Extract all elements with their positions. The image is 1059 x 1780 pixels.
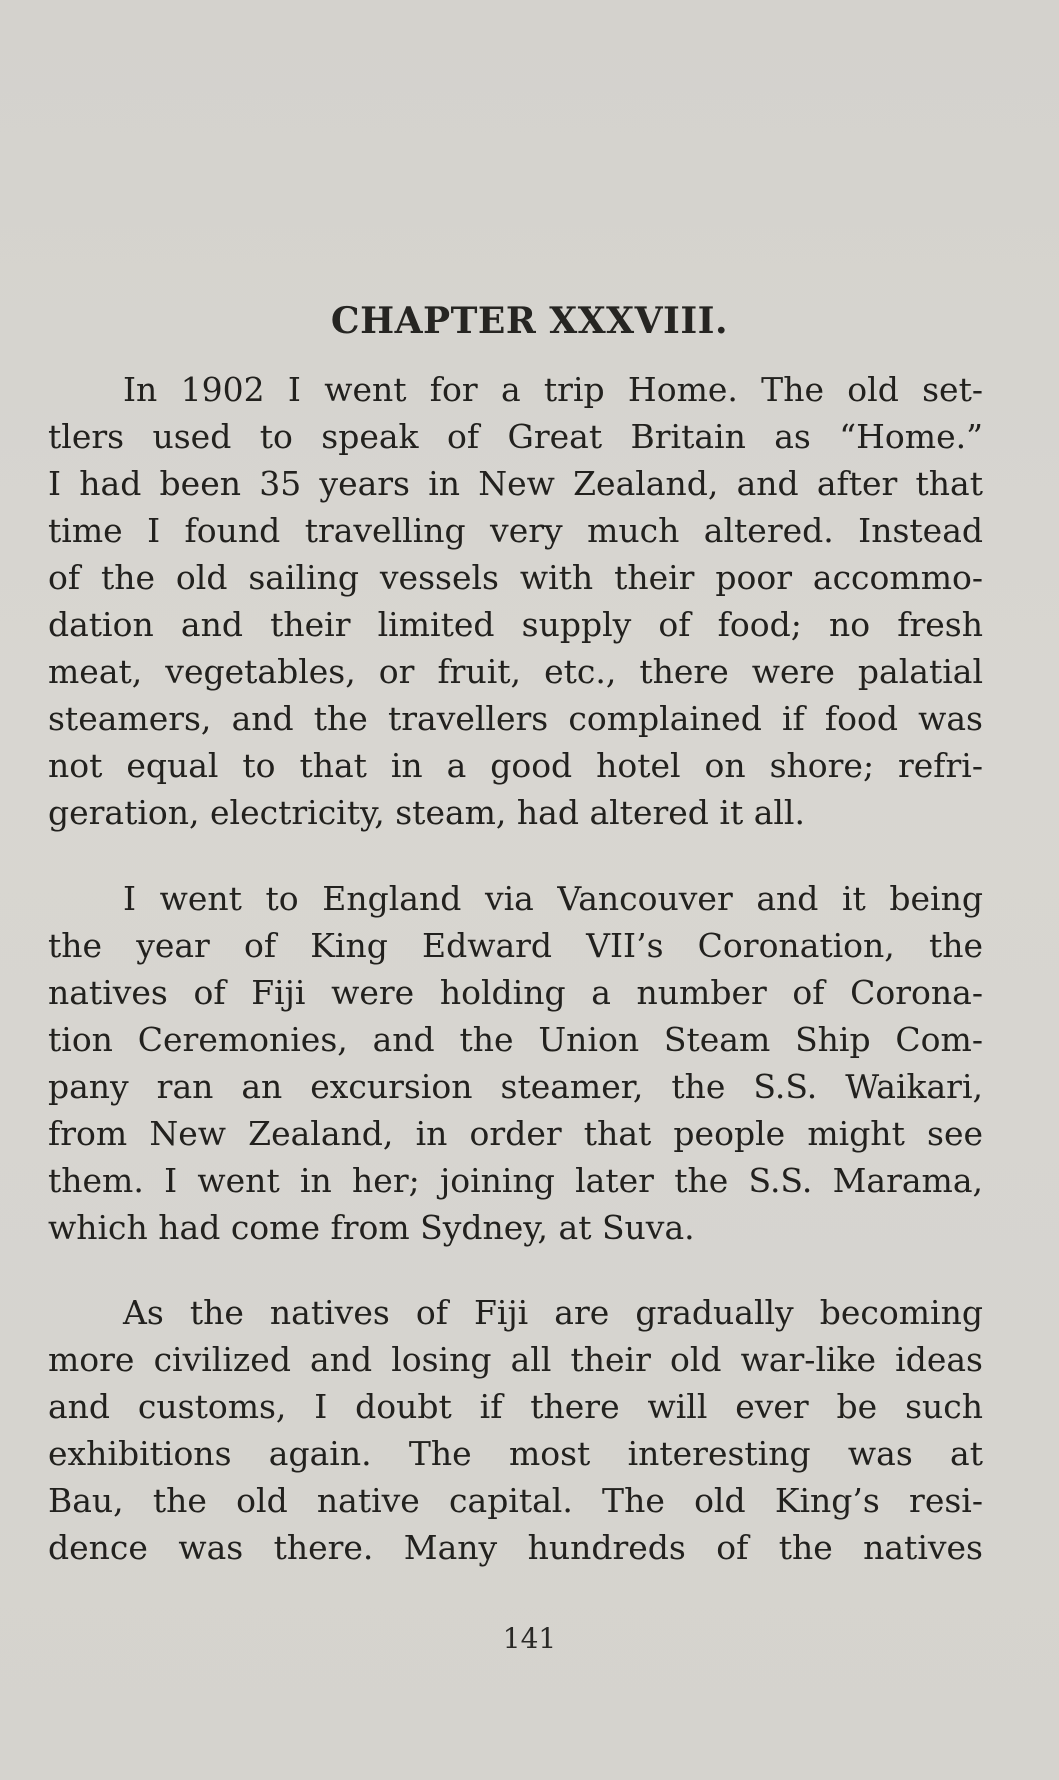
text-line: pany ran an excursion steamer, the S.S. Waikari, xyxy=(48,1067,983,1106)
text-line: them. I went in her; joining later the S.S. Marama, xyxy=(48,1161,983,1200)
text-line: more civilized and losing all their old war-like ideas xyxy=(48,1340,983,1379)
text-line: I had been 35 years in New Zealand, and after that xyxy=(48,464,983,503)
text-line: exhibitions again. The most interesting was at xyxy=(48,1434,983,1473)
text-line: dation and their limited supply of food; no fresh xyxy=(48,605,983,644)
text-line: natives of Fiji were holding a number of Corona- xyxy=(48,973,983,1012)
text-line: I went to England via Vancouver and it being xyxy=(123,879,983,918)
text-line: dence was there. Many hundreds of the natives xyxy=(48,1528,983,1567)
text-line: from New Zealand, in order that people might see xyxy=(48,1114,983,1153)
text-line: which had come from Sydney, at Suva. xyxy=(48,1208,695,1247)
page-number: 141 xyxy=(502,1622,557,1655)
text-line: As the natives of Fiji are gradually becoming xyxy=(123,1293,983,1332)
text-line: Bau, the old native capital. The old King’s resi- xyxy=(48,1481,983,1520)
text-line: steamers, and the travellers complained if food was xyxy=(48,699,983,738)
text-line: meat, vegetables, or fruit, etc., there were palatial xyxy=(48,652,983,691)
text-line: the year of King Edward VII’s Coronation, the xyxy=(48,926,983,965)
text-line: and customs, I doubt if there will ever be such xyxy=(48,1387,983,1426)
paragraph-3 xyxy=(48,1289,983,1571)
text-line: In 1902 I went for a trip Home. The old set- xyxy=(123,370,983,409)
text-line: of the old sailing vessels with their poor accommo- xyxy=(48,558,983,597)
text-line: tlers used to speak of Great Britain as “Home.” xyxy=(48,417,983,456)
text-line: tion Ceremonies, and the Union Steam Ship Com- xyxy=(48,1020,983,1059)
chapter-heading: CHAPTER XXXVIII. xyxy=(330,300,729,342)
paragraph-2 xyxy=(48,875,983,1251)
text-line: not equal to that in a good hotel on shore; refri- xyxy=(48,746,983,785)
text-line: time I found travelling very much altered. Instead xyxy=(48,511,983,550)
paragraph-1 xyxy=(48,366,983,836)
text-line: geration, electricity, steam, had altered it all. xyxy=(48,793,805,832)
